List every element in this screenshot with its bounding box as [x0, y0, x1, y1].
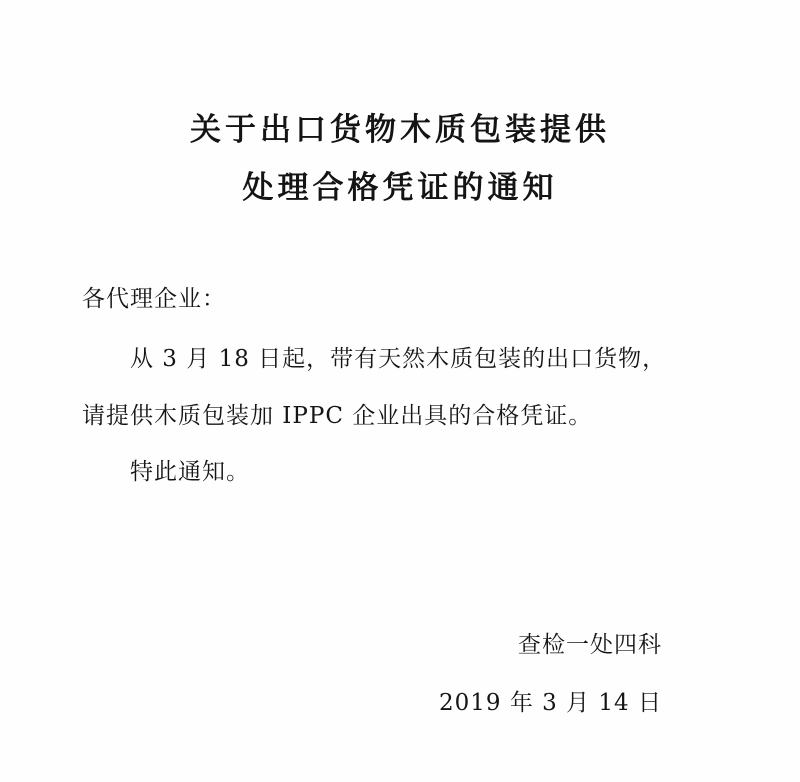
- body-paragraph-1: 从 3 月 18 日起，带有天然木质包装的出口货物，: [130, 346, 667, 372]
- issuer-signature: 查检一处四科: [518, 632, 662, 658]
- document-title-line-2: 处理合格凭证的通知: [242, 170, 558, 206]
- issue-date: 2019 年 3 月 14 日: [439, 690, 662, 716]
- body-paragraph-2: 请提供木质包装加 IPPC 企业出具的合格凭证。: [82, 403, 593, 429]
- closing-remark: 特此通知。: [130, 459, 250, 485]
- salutation: 各代理企业：: [82, 286, 226, 312]
- document-title-line-1: 关于出口货物木质包装提供: [190, 112, 610, 148]
